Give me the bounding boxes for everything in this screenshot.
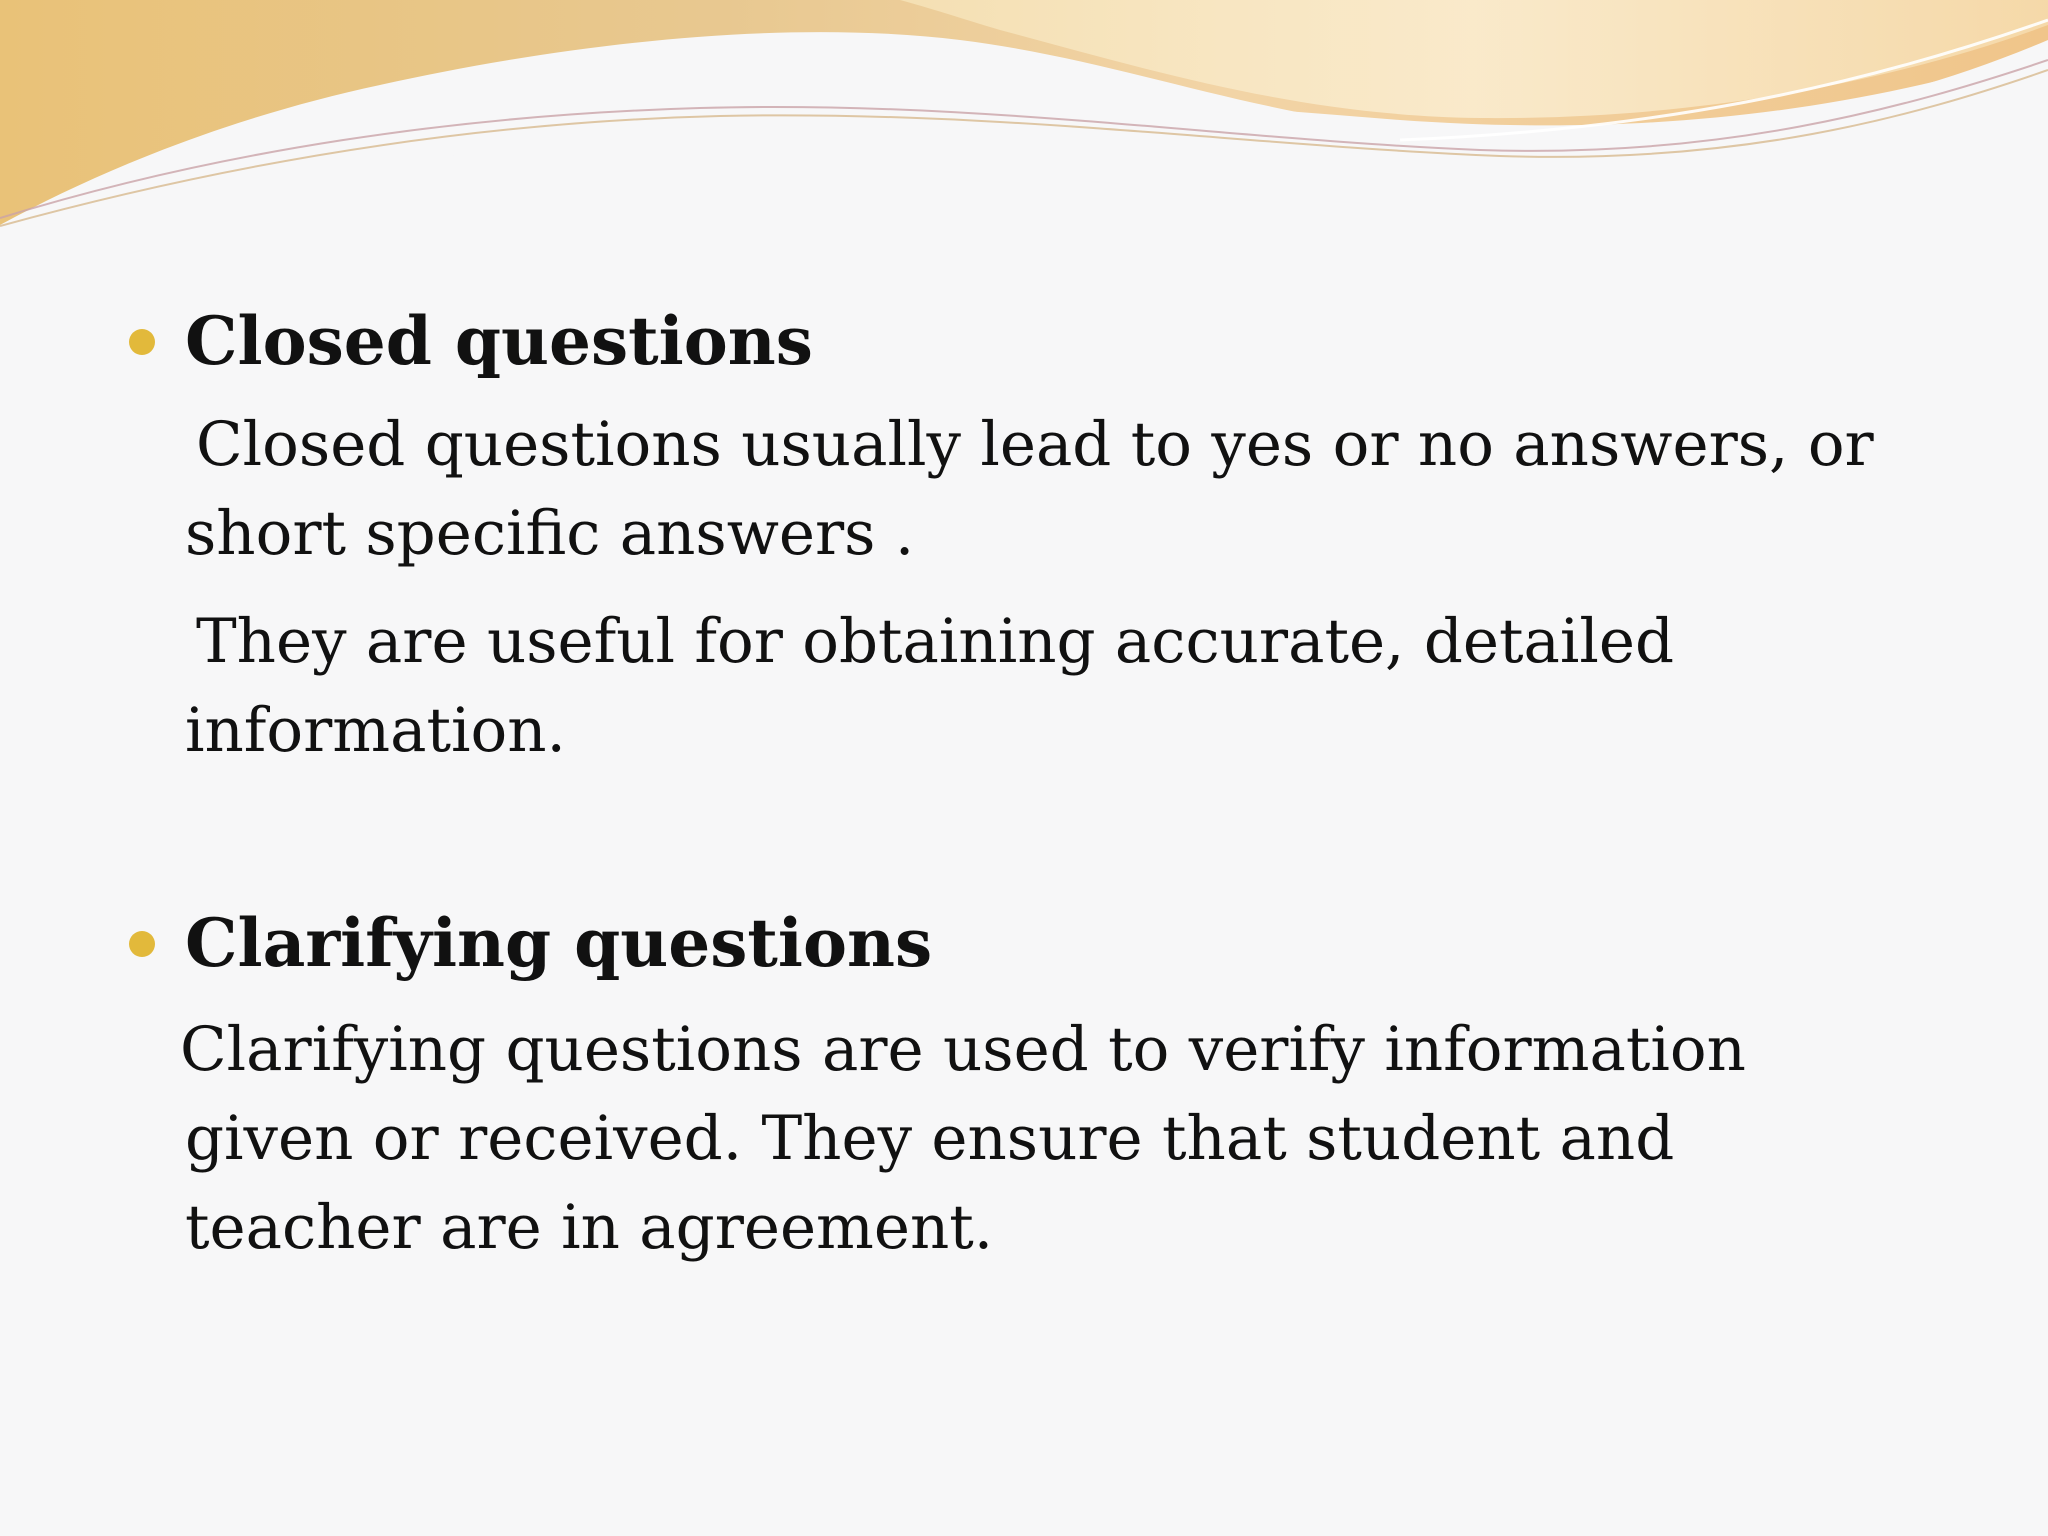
- heading-closed-questions: Closed questions: [185, 302, 813, 380]
- clarifying-questions-line-3: teacher are in agreement.: [185, 1192, 994, 1263]
- heading-clarifying-questions: Clarifying questions: [185, 904, 933, 982]
- closed-questions-line-1: Closed questions usually lead to yes or no answers, or: [196, 409, 1874, 480]
- closed-questions-line-2: short specific answers .: [185, 498, 915, 569]
- closed-questions-line-3: They are useful for obtaining accurate, detailed: [196, 606, 1675, 677]
- bullet-dot-closed-questions: [129, 329, 155, 355]
- bullet-dot-clarifying-questions: [129, 931, 155, 957]
- clarifying-questions-line-2: given or received. They ensure that student and: [185, 1103, 1675, 1174]
- closed-questions-line-4: information.: [185, 695, 566, 766]
- clarifying-questions-line-1: Clarifying questions are used to verify information: [180, 1014, 1746, 1085]
